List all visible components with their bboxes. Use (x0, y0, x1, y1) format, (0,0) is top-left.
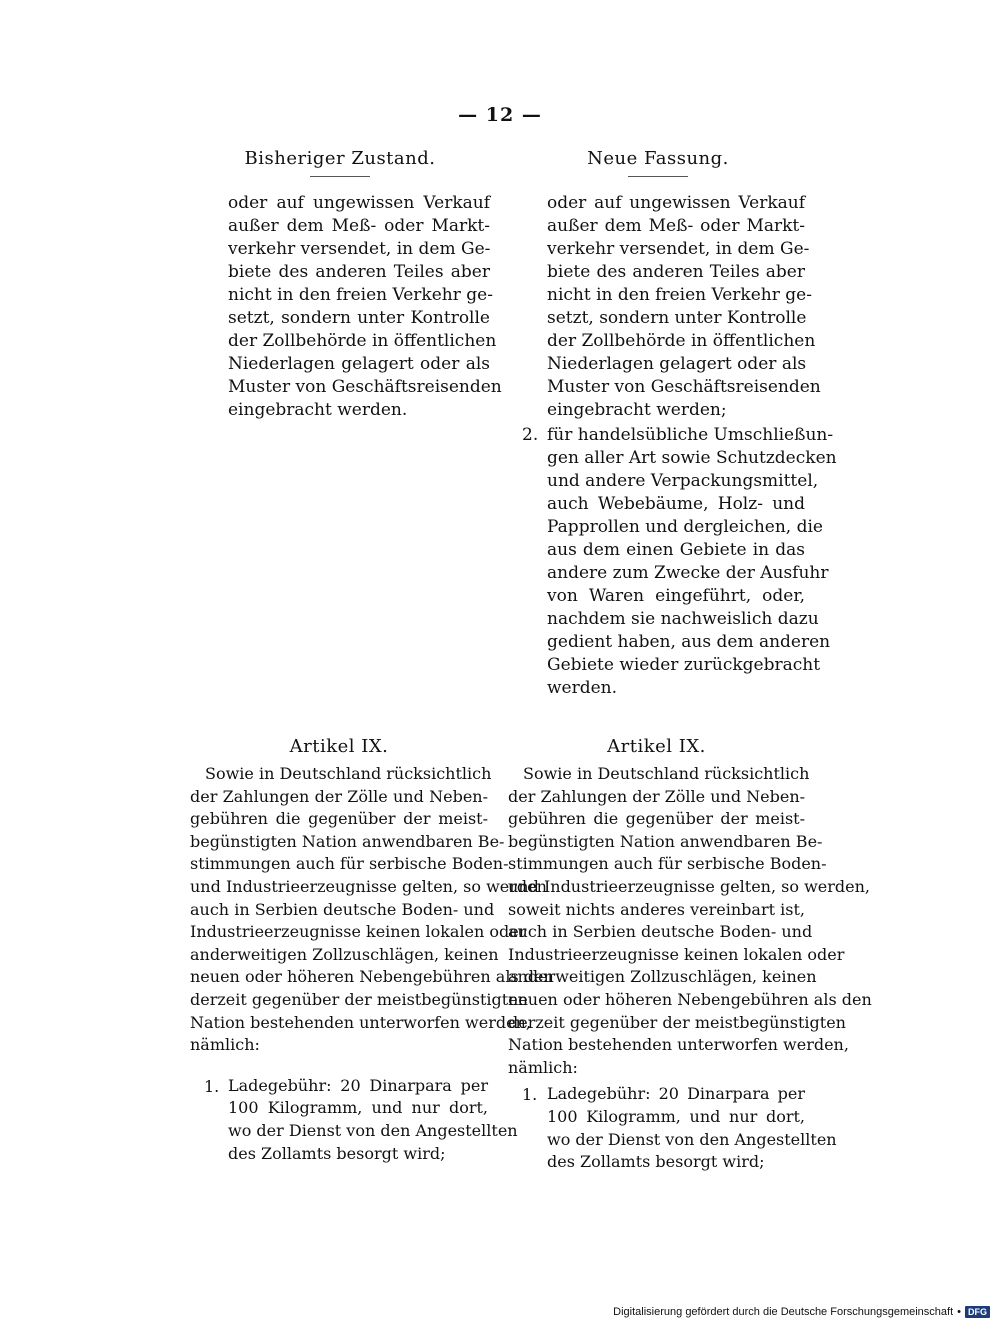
text-line: biete des anderen Teiles aber (228, 262, 490, 282)
text-line: derzeit gegenüber der meistbegünstigten (190, 989, 528, 1009)
right-top-text (547, 192, 821, 422)
left-column-header (190, 148, 490, 177)
text-line: Industrieerzeugnisse keinen lokalen oder (508, 944, 845, 964)
text-line: derzeit gegenüber der meistbegünstigten (508, 1012, 846, 1032)
left-heading-rule (310, 176, 370, 177)
text-line: neuen oder höheren Nebengebühren als den (190, 967, 554, 987)
right-heading-rule (628, 176, 688, 177)
text-line: gedient haben, aus dem anderen (547, 632, 831, 652)
right-article-title: Artikel IX. (607, 736, 706, 757)
text-line: von Waren eingeführt, oder, (547, 586, 805, 606)
text-line: eingebracht werden; (547, 400, 727, 420)
right-article (508, 736, 872, 1174)
left-article-title: Artikel IX. (289, 736, 389, 757)
item-number: 1. (522, 1085, 538, 1105)
text-line: eingebracht werden. (228, 400, 408, 420)
text-line: der Zollbehörde in öffentlichen (228, 331, 497, 351)
text-line: gebühren die gegenüber der meist- (190, 809, 488, 829)
text-line: Niederlagen gelagert oder als (228, 354, 490, 374)
text-line: Papprollen und dergleichen, die (547, 517, 823, 537)
text-line: Muster von Geschäftsreisenden (228, 377, 502, 397)
text-line: Sowie in Deutschland rücksichtlich (523, 764, 810, 783)
left-heading: Bisheriger Zustand. (244, 148, 436, 169)
text-line: neuen oder höheren Nebengebühren als den (508, 989, 872, 1009)
text-line: biete des anderen Teiles aber (547, 262, 805, 282)
left-top-text (228, 192, 502, 422)
text-line: setzt, sondern unter Kontrolle (228, 308, 490, 328)
text-line: nachdem sie nachweislich dazu (547, 609, 819, 629)
footer-text: Digitalisierung gefördert durch die Deutsche Forschungsgemeinschaft (613, 1306, 954, 1318)
text-line: Nation bestehenden unterworfen werden, (508, 1035, 849, 1055)
text-line: gen aller Art sowie Schutzdecken (547, 448, 837, 468)
text-line: und andere Verpackungsmittel, (547, 471, 819, 491)
text-line: der Zollbehörde in öffentlichen (547, 331, 816, 351)
text-line: wo der Dienst von den Angestellten (547, 1129, 837, 1149)
text-line: Muster von Geschäftsreisenden (547, 377, 821, 397)
text-line: außer dem Meß- oder Markt- (228, 216, 490, 236)
text-line: oder auf ungewissen Verkauf (228, 193, 490, 213)
text-line: anderweitigen Zollzuschlägen, keinen (190, 944, 499, 964)
text-line: auch in Serbien deutsche Boden- und (508, 922, 813, 942)
text-line: auch Webebäume, Holz- und (547, 494, 805, 514)
text-line: und Industrieerzeugnisse gelten, so werden (190, 876, 547, 896)
text-line: nämlich: (508, 1057, 578, 1077)
text-line: nicht in den freien Verkehr ge- (228, 285, 493, 305)
text-line: andere zum Zwecke der Ausfuhr (547, 563, 829, 583)
right-article-paragraph (508, 763, 872, 1079)
text-line: Nation bestehenden unterworfen werden, (190, 1012, 531, 1032)
item-number: 1. (204, 1076, 220, 1096)
text-line: nämlich: (190, 1035, 260, 1055)
text-line: aus dem einen Gebiete in das (547, 540, 805, 560)
text-line: anderweitigen Zollzuschlägen, keinen (508, 967, 817, 987)
text-line: Ladegebühr: 20 Dinarpara per (228, 1075, 488, 1095)
text-line: der Zahlungen der Zölle und Neben- (190, 786, 488, 806)
text-line: stimmungen auch für serbische Boden- (508, 854, 827, 874)
dfg-logo: DFG (965, 1306, 990, 1318)
text-line: auch in Serbien deutsche Boden- und (190, 899, 495, 919)
text-line: Ladegebühr: 20 Dinarpara per (547, 1084, 805, 1104)
text-line: wo der Dienst von den Angestellten (228, 1120, 518, 1140)
text-line: Niederlagen gelagert oder als (547, 354, 807, 374)
text-line: Industrieerzeugnisse keinen lokalen oder (190, 922, 527, 942)
footer-separator: • (957, 1306, 961, 1318)
digitization-footer (613, 1306, 990, 1318)
text-line: verkehr versendet, in dem Ge- (547, 239, 810, 259)
text-line: werden. (547, 678, 618, 698)
text-line: außer dem Meß- oder Markt- (547, 216, 805, 236)
right-item-2 (508, 424, 837, 700)
text-line: setzt, sondern unter Kontrolle (547, 308, 807, 328)
text-line: der Zahlungen der Zölle und Neben- (508, 786, 806, 806)
text-line: begünstigten Nation anwendbaren Be- (190, 831, 505, 851)
text-line: nicht in den freien Verkehr ge- (547, 285, 812, 305)
text-line: begünstigten Nation anwendbaren Be- (508, 831, 823, 851)
text-line: und Industrieerzeugnisse gelten, so werden, (508, 876, 870, 896)
text-line: Sowie in Deutschland rücksichtlich (205, 764, 492, 783)
left-article (190, 736, 554, 1165)
text-line: Gebiete wieder zurückgebracht (547, 655, 821, 675)
text-line: für handelsübliche Umschließun- (547, 425, 834, 445)
text-line: soweit nichts anderes vereinbart ist, (508, 899, 805, 919)
text-line: stimmungen auch für serbische Boden- (190, 854, 509, 874)
left-item-1 (190, 1075, 518, 1165)
right-item-1 (508, 1083, 837, 1173)
text-line: des Zollamts besorgt wird; (228, 1143, 446, 1163)
text-line: des Zollamts besorgt wird; (547, 1152, 765, 1172)
text-line: gebühren die gegenüber der meist- (508, 809, 805, 829)
left-article-paragraph (190, 763, 554, 1057)
text-line: 100 Kilogramm, und nur dort, (228, 1098, 488, 1118)
right-heading: Neue Fassung. (587, 148, 729, 169)
text-line: 100 Kilogramm, und nur dort, (547, 1106, 805, 1126)
text-line: verkehr versendet, in dem Ge- (228, 239, 491, 259)
right-column-header (508, 148, 808, 177)
text-line: oder auf ungewissen Verkauf (547, 193, 805, 213)
item-number: 2. (522, 425, 539, 445)
page-number: — 12 — (458, 104, 542, 126)
